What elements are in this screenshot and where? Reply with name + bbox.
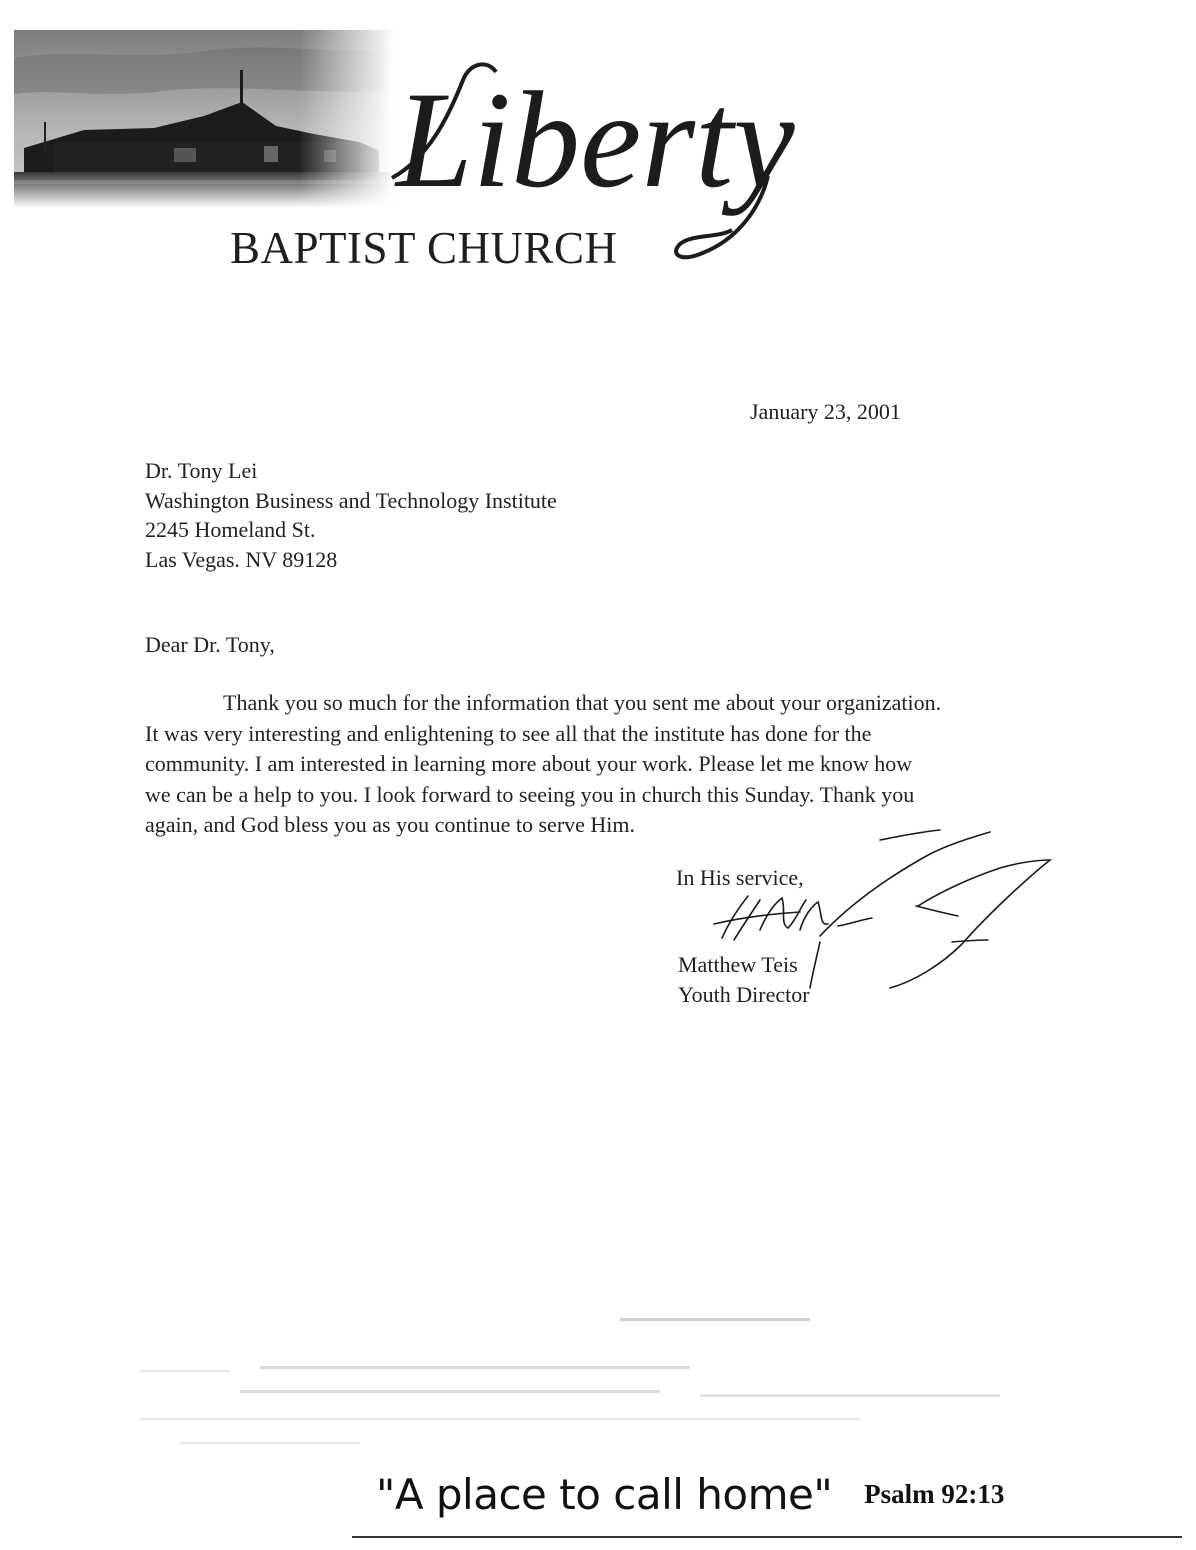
signer-title: Youth Director xyxy=(678,982,810,1007)
footer-tagline: "A place to call home" xyxy=(376,1470,833,1519)
footer xyxy=(376,1470,1004,1519)
letterhead xyxy=(0,0,1196,290)
church-building-photo xyxy=(14,30,394,208)
letter-date: January 23, 2001 xyxy=(750,399,901,424)
footer-verse: Psalm 92:13 xyxy=(864,1479,1005,1509)
body-line: Thank you so much for the information that you sent me about your organization. xyxy=(223,690,942,715)
recipient-name: Dr. Tony Lei xyxy=(145,458,258,483)
signer-name: Matthew Teis xyxy=(678,952,798,977)
body-line: again, and God bless you as you continue to serve Him. xyxy=(145,812,636,837)
faded-print-through xyxy=(140,1318,1040,1468)
letter-body xyxy=(145,688,1045,841)
closing: In His service, xyxy=(676,865,804,890)
recipient-city: Las Vegas. NV 89128 xyxy=(145,546,338,572)
recipient-organization: Washington Business and Technology Institute xyxy=(145,487,557,513)
church-name: BAPTIST CHURCH xyxy=(230,223,618,273)
recipient-address xyxy=(145,456,557,574)
salutation: Dear Dr. Tony, xyxy=(145,632,275,657)
body-line: we can be a help to you. I look forward to seeing you in church this Sunday. Thank you xyxy=(145,781,915,807)
body-line: community. I am interested in learning more about your work. Please let me know how xyxy=(145,751,913,776)
footer-rule xyxy=(352,1536,1182,1538)
body-line: It was very interesting and enlightening to see all that the institute has done for the xyxy=(145,720,872,746)
recipient-street: 2245 Homeland St. xyxy=(145,517,316,542)
svg-text:Liberty: Liberty xyxy=(396,63,795,216)
